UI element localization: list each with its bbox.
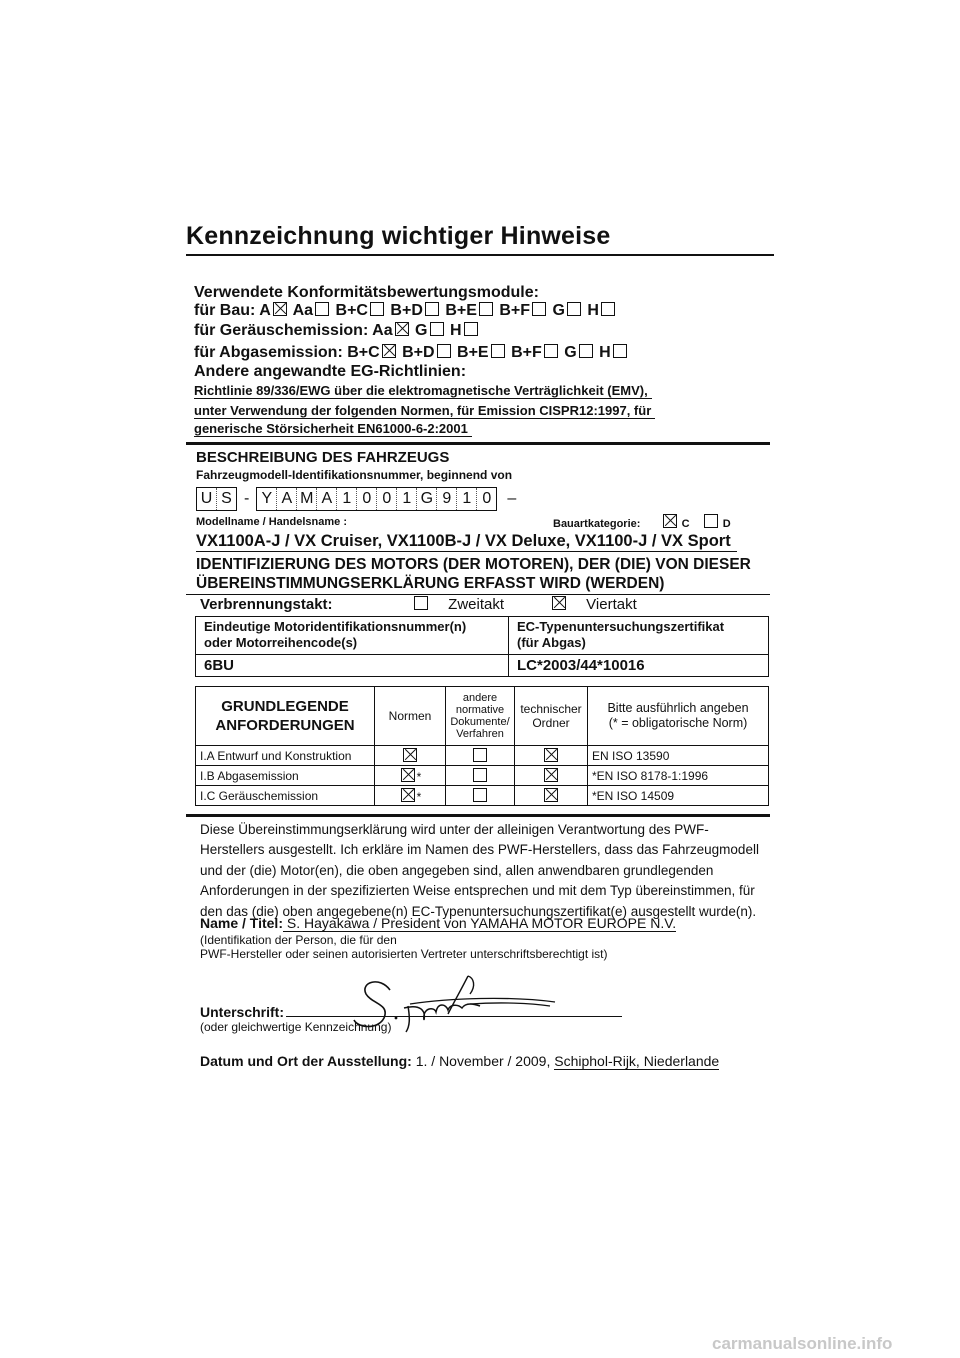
directive-line-3 <box>194 421 472 436</box>
details-header-2: (* = obligatorische Norm) <box>608 716 748 730</box>
vin-char: 0 <box>377 488 397 510</box>
category-d-label: D <box>722 518 731 530</box>
engine-table <box>195 616 769 677</box>
other-documents-header <box>446 687 515 746</box>
stroke-label: Verbrennungstakt: <box>200 596 333 613</box>
section-divider-1 <box>186 442 770 445</box>
exhaust-label: für Abgasemission: <box>194 344 343 361</box>
bau-bc-label: B+C <box>335 302 368 319</box>
checkbox-bau-be <box>479 302 493 316</box>
checkbox-bau-g <box>567 302 581 316</box>
vin-char: M <box>297 488 317 510</box>
bau-a-label: A <box>259 302 271 319</box>
checkbox-tech-ia <box>544 748 558 762</box>
engine-id-header <box>196 617 509 655</box>
directive-text-2: unter Verwendung der folgenden Normen, für Emission CISPR12:1997, für <box>194 403 655 419</box>
checkbox-exhaust-g <box>579 344 593 358</box>
modules-heading: Verwendete Konformitätsbewertungsmodule: <box>194 284 539 301</box>
vin-char: 0 <box>357 488 377 510</box>
checkbox-tech-ib <box>544 768 558 782</box>
checkbox-bau-a <box>273 302 287 316</box>
other-documents-header-3: Dokumente/ <box>450 716 510 728</box>
modules-bau-row <box>194 302 617 320</box>
category-label: Bauartkategorie: <box>553 518 641 530</box>
checkbox-two-stroke <box>414 596 428 610</box>
requirement-name: I.B Abgasemission <box>196 766 375 786</box>
vin-char: G <box>417 488 437 510</box>
modules-exhaust-row <box>194 344 629 362</box>
bau-g-label: G <box>552 302 565 319</box>
vin-char: 1 <box>397 488 417 510</box>
checkbox-normen-ic <box>401 788 415 802</box>
bau-label: für Bau: <box>194 302 256 319</box>
name-title-value: S. Hayakawa / President von YAMAHA MOTOR EUROPE N.V. <box>283 915 677 931</box>
normen-cell <box>375 786 446 806</box>
checkbox-noise-h <box>464 322 478 336</box>
vin-char: S <box>221 490 232 507</box>
requirements-header <box>196 687 769 746</box>
exhaust-h-label: H <box>599 344 611 361</box>
requirements-table <box>195 686 769 806</box>
checkbox-exhaust-bc <box>382 344 396 358</box>
engine-code: 6BU <box>196 655 509 677</box>
checkbox-normen-ib <box>401 768 415 782</box>
vin-dash: - <box>244 490 250 507</box>
checkbox-bau-bc <box>370 302 384 316</box>
requirement-detail: EN ISO 13590 <box>588 746 769 766</box>
vin-boxes <box>196 487 523 511</box>
checkbox-tech-ic <box>544 788 558 802</box>
other-documents-header-4: Verfahren <box>456 728 504 740</box>
normen-cell <box>375 746 446 766</box>
footer-watermark: carmanualsonline.info <box>712 1334 893 1353</box>
vin-char: 1 <box>457 488 477 510</box>
noise-h-label: H <box>449 322 462 339</box>
checkbox-exhaust-bf <box>544 344 558 358</box>
category-c-label: C <box>681 518 690 530</box>
star-mark: * <box>416 789 422 804</box>
checkbox-category-d <box>704 514 718 528</box>
engine-rule <box>186 594 770 595</box>
two-stroke-option <box>412 596 504 613</box>
vin-char: Y <box>257 488 277 510</box>
checkbox-normen-ia <box>403 748 417 762</box>
four-stroke-label: Viertakt <box>586 596 637 613</box>
checkbox-category-c <box>663 514 677 528</box>
bau-bf-label: B+F <box>499 302 531 319</box>
requirements-main-header-1: GRUNDLEGENDE <box>221 698 349 715</box>
requirement-row <box>196 746 769 766</box>
two-stroke-label: Zweitakt <box>448 596 505 613</box>
tech-cell <box>515 766 588 786</box>
noise-aa-label: Aa <box>372 322 393 339</box>
normen-header: Normen <box>375 687 446 746</box>
certificate-number: LC*2003/44*10016 <box>509 655 769 677</box>
requirement-row <box>196 766 769 786</box>
directive-text-3: generische Störsicherheit EN61000-6-2:2001 <box>194 421 472 437</box>
bau-bd-label: B+D <box>390 302 423 319</box>
requirement-row <box>196 786 769 806</box>
certificate-header-2: (für Abgas) <box>517 635 586 650</box>
star-mark: * <box>416 769 422 784</box>
vin-label: Fahrzeugmodell-Identifikationsnummer, beginnend von <box>196 468 513 482</box>
normen-cell <box>375 766 446 786</box>
other-directives-heading: Andere angewandte EG-Richtlinien: <box>194 363 467 380</box>
four-stroke-option <box>550 596 637 613</box>
vin-char: U <box>197 488 217 510</box>
date-label: Datum und Ort der Ausstellung: <box>200 1053 412 1069</box>
title-rule <box>186 254 774 256</box>
category-row <box>553 514 731 530</box>
requirement-name: I.C Geräuschemission <box>196 786 375 806</box>
checkbox-bau-bd <box>425 302 439 316</box>
checkbox-bau-aa <box>315 302 329 316</box>
checkbox-four-stroke <box>552 596 566 610</box>
checkbox-bau-h <box>601 302 615 316</box>
engine-heading-1: IDENTIFIZIERUNG DES MOTORS (DER MOTOREN), DER (DIE) VON DIESER <box>196 556 751 573</box>
exhaust-be-label: B+E <box>457 344 489 361</box>
directive-text-1: Richtlinie 89/336/EWG über die elektromagnetische Verträglichkeit (EMV), <box>194 383 652 399</box>
date-row <box>200 1053 719 1069</box>
engine-table-row <box>196 655 769 677</box>
checkbox-bau-bf <box>532 302 546 316</box>
vin-char: A <box>277 488 297 510</box>
bau-aa-label: Aa <box>292 302 314 319</box>
other-documents-header-2: normative <box>455 704 505 716</box>
other-cell <box>446 766 515 786</box>
certificate-header-1: EC-Typenuntersuchungszertifikat <box>517 619 725 634</box>
certificate-header <box>509 617 769 655</box>
other-cell <box>446 786 515 806</box>
date-value: 1. / November / 2009, <box>411 1053 555 1069</box>
bau-h-label: H <box>587 302 599 319</box>
signature-note: (oder gleichwertige Kennzeichnung) <box>200 1020 392 1034</box>
other-documents-header-1: andere <box>462 692 498 704</box>
name-title-label: Name / Titel: <box>200 915 283 931</box>
page-title: Kennzeichnung wichtiger Hinweise <box>186 222 611 250</box>
details-header-1: Bitte ausführlich angeben <box>607 701 749 715</box>
name-note-1: (Identifikation der Person, die für den <box>200 933 397 947</box>
vin-box-prefix <box>196 487 237 511</box>
checkbox-exhaust-h <box>613 344 627 358</box>
model-label: Modellname / Handelsname : <box>196 516 347 528</box>
exhaust-bf-label: B+F <box>511 344 542 361</box>
model-name: VX1100A-J / VX Cruiser, VX1100B-J / VX Deluxe, VX1100-J / VX Sport <box>196 532 737 552</box>
directive-line-1 <box>194 383 652 398</box>
requirement-name: I.A Entwurf und Konstruktion <box>196 746 375 766</box>
noise-label: für Geräuschemission: <box>194 322 369 339</box>
modules-noise-row <box>194 322 480 340</box>
vin-char: A <box>317 488 337 510</box>
requirements-main-header-2: ANFORDERUNGEN <box>215 717 355 734</box>
checkbox-noise-aa <box>395 322 409 336</box>
vin-char: 9 <box>437 488 457 510</box>
name-title-row <box>200 915 676 931</box>
details-header <box>588 687 769 746</box>
requirement-detail: *EN ISO 14509 <box>588 786 769 806</box>
exhaust-g-label: G <box>564 344 577 361</box>
technical-file-header-1: technischer <box>520 702 582 716</box>
vin-end-dash: – <box>507 490 517 507</box>
declaration-text: Diese Übereinstimmungserklärung wird unter der alleinigen Verantwortung des PWF-Herstellers ausgestellt. Ich erkläre im Namen des PWF-Herstellers, dass das Fahrzeugmodell und der (die) Motor(en), die oben angegeben sind, allen anwendbaren grundlegenden Anforderungen in der spezifizierten Weise entsprechen und mit dem Typ übereinstimmen, für den das (die) oben angegebene(n) EC-Typenuntersuchungszertifikat(e) ausgestellt wurde(n). <box>200 822 759 919</box>
vin-box-main <box>256 487 497 511</box>
other-cell <box>446 746 515 766</box>
vin-char: 1 <box>337 488 357 510</box>
requirements-main-header <box>196 687 375 746</box>
technical-file-header <box>515 687 588 746</box>
place-value: Schiphol-Rijk, Niederlande <box>554 1053 720 1069</box>
section-divider-2 <box>186 814 770 817</box>
checkbox-other-ia <box>473 748 487 762</box>
tech-cell <box>515 786 588 806</box>
engine-table-header <box>196 617 769 655</box>
noise-g-label: G <box>415 322 428 339</box>
checkbox-exhaust-bd <box>437 344 451 358</box>
directive-line-2 <box>194 403 655 418</box>
vin-char: 0 <box>482 490 492 507</box>
checkbox-other-ic <box>473 788 487 802</box>
bau-be-label: B+E <box>445 302 477 319</box>
engine-heading-2: ÜBEREINSTIMMUNGSERKLÄRUNG ERFASST WIRD (WERDEN) <box>196 575 665 592</box>
name-note-2: PWF-Hersteller oder seinen autorisierten Vertreter unterschriftsberechtigt ist) <box>200 947 608 961</box>
signature-label: Unterschrift: <box>200 1004 285 1020</box>
vehicle-heading: BESCHREIBUNG DES FAHRZEUGS <box>196 449 450 466</box>
checkbox-noise-g <box>430 322 444 336</box>
technical-file-header-2: Ordner <box>532 716 570 730</box>
engine-id-header-2: oder Motorreihencode(s) <box>204 635 358 650</box>
exhaust-bd-label: B+D <box>402 344 435 361</box>
tech-cell <box>515 746 588 766</box>
requirement-detail: *EN ISO 8178-1:1996 <box>588 766 769 786</box>
engine-id-header-1: Eindeutige Motoridentifikationsnummer(n) <box>204 619 467 634</box>
exhaust-bc-label: B+C <box>347 344 380 361</box>
checkbox-exhaust-be <box>491 344 505 358</box>
checkbox-other-ib <box>473 768 487 782</box>
